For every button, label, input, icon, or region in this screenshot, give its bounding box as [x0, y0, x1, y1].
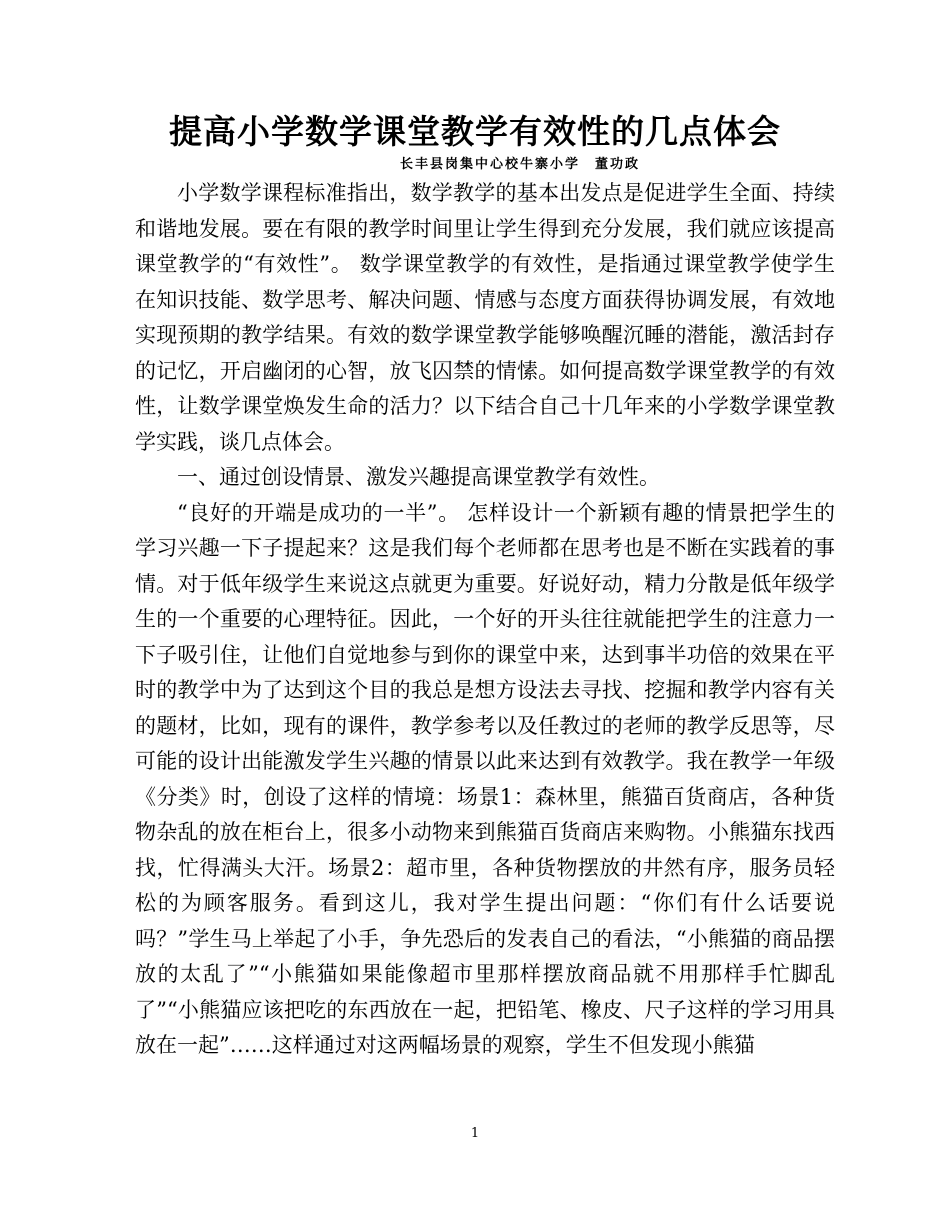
author-byline: 长丰县岗集中心校牛寨小学 董功政 [400, 157, 641, 172]
paragraph-intro: 小学数学课程标准指出，数学教学的基本出发点是促进学生全面、持续和谐地发展。要在有限的教学时间里让学生得到充分发展，我们就应该提高课堂教学的“有效性”。 数学课堂教学的有效性，是指通过课堂教学使学生在知识技能、数学思考、解决问题、情感与态度方面获得协调发展，有效地实现预期的教学结果。有效的数学课堂教学能够唤醒沉睡的潜能，激活封存的记忆，开启幽闭的心智，放飞囚禁的情愫。如何提高数学课堂教学的有效性，让数学课堂焕发生命的活力？以下结合自己十几年来的小学数学课堂教学实践，谈几点体会。 [135, 181, 835, 454]
document-body [135, 176, 835, 1064]
paragraph-section-1: “良好的开端是成功的一半”。 怎样设计一个新颖有趣的情景把学生的学习兴趣一下子提起来？这是我们每个老师都在思考也是不断在实践着的事情。对于低年级学生来说这点就更为重要。好说好动，精力分散是低年级学生的一个重要的心理特征。因此，一个好的开头往往就能把学生的注意力一下子吸引住，让他们自觉地参与到你的课堂中来，达到事半功倍的效果在平时的教学中为了达到这个目的我总是想方设法去寻找、挖掘和教学内容有关的题材，比如，现有的课件，教学参考以及任教过的老师的教学反思等，尽可能的设计出能激发学生兴趣的情景以此来达到有效教学。我在教学一年级《分类》时，创设了这样的情境：场景1：森林里，熊猫百货商店，各种货物杂乱的放在柜台上，很多小动物来到熊猫百货商店来购物。小熊猫东找西找，忙得满头大汗。场景2：超市里，各种货物摆放的井然有序，服务员轻松的为顾客服务。看到这儿，我对学生提出问题：“你们有什么话要说吗？”学生马上举起了小手，争先恐后的发表自己的看法，“小熊猫的商品摆放的太乱了”“小熊猫如果能像超市里那样摆放商品就不用那样手忙脚乱了”“小熊猫应该把吃的东西放在一起，把铅笔、橡皮、尺子这样的学习用具放在一起”……这样通过对这两幅场景的观察，学生不但发现小熊猫 [135, 500, 835, 1057]
section-heading-1: 一、通过创设情景、激发兴趣提高课堂教学有效性。 [177, 465, 660, 489]
document-title: 提高小学数学课堂教学有效性的几点体会 [169, 112, 781, 151]
page-number: 1 [470, 1126, 480, 1141]
